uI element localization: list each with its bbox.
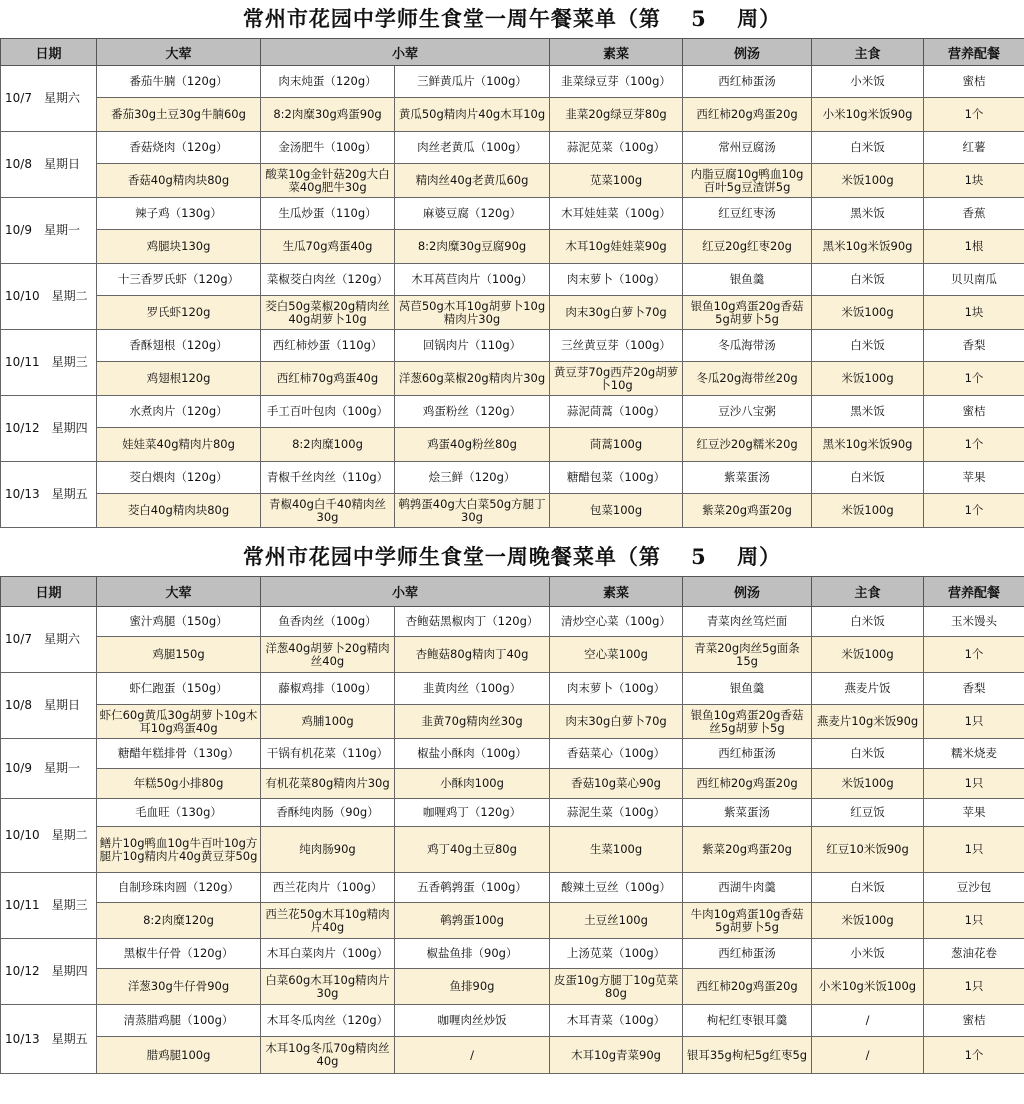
ingredient-row — [1, 827, 1024, 873]
ingredient-cell: 红豆20g红枣20g — [683, 230, 812, 264]
column-header: 日期 — [1, 577, 97, 607]
dish-row — [1, 799, 1024, 827]
ingredient-cell: 年糕50g小排80g — [97, 769, 261, 799]
ingredient-cell: 土豆丝100g — [550, 903, 683, 939]
ingredient-cell: 鸡腿150g — [97, 637, 261, 673]
ingredient-cell: 茭白50g菜椒20g精肉丝40g胡萝卜10g — [261, 296, 395, 330]
dish-cell: 冬瓜海带汤 — [683, 330, 812, 362]
dish-cell: 青椒千丝肉丝（110g） — [261, 462, 395, 494]
dish-cell: 贝贝南瓜 — [924, 264, 1024, 296]
header-row — [1, 577, 1024, 607]
dish-row — [1, 66, 1024, 98]
dish-row — [1, 132, 1024, 164]
dish-cell: 糯米烧麦 — [924, 739, 1024, 769]
ingredient-cell: 木耳10g青菜90g — [550, 1037, 683, 1074]
ingredient-cell: 白菜60g木耳10g精肉片30g — [261, 969, 395, 1005]
ingredient-cell: 腊鸡腿100g — [97, 1037, 261, 1074]
dish-cell: 干锅有机花菜（110g） — [261, 739, 395, 769]
dish-cell: 蜜汁鸡腿（150g） — [97, 607, 261, 637]
ingredient-cell: 1只 — [924, 769, 1024, 799]
dish-cell: 红豆饭 — [812, 799, 924, 827]
ingredient-cell: 青菜20g肉丝5g面条15g — [683, 637, 812, 673]
ingredient-cell: 韭菜20g绿豆芽80g — [550, 98, 683, 132]
ingredient-cell: 有机花菜80g精肉片30g — [261, 769, 395, 799]
ingredient-cell: 8:2肉糜100g — [261, 428, 395, 462]
dish-cell: 香梨 — [924, 330, 1024, 362]
dish-cell: 西红柿炒蛋（110g） — [261, 330, 395, 362]
dish-cell: 鱼香肉丝（100g） — [261, 607, 395, 637]
ingredient-cell: 苋菜100g — [550, 164, 683, 198]
ingredient-cell: 木耳10g冬瓜70g精肉丝40g — [261, 1037, 395, 1074]
dish-cell: 西红柿蛋汤 — [683, 66, 812, 98]
dish-cell: 蜜桔 — [924, 396, 1024, 428]
ingredient-cell: / — [395, 1037, 550, 1074]
dinner-table — [0, 576, 1024, 1074]
dish-row — [1, 396, 1024, 428]
dish-cell: 生瓜炒蛋（110g） — [261, 198, 395, 230]
dish-cell: 咖喱肉丝炒饭 — [395, 1005, 550, 1037]
date-cell: 10/9 星期一 — [1, 739, 97, 799]
dish-cell: 椒盐小酥肉（100g） — [395, 739, 550, 769]
ingredient-cell: 莴苣50g木耳10g胡萝卜10g精肉片30g — [395, 296, 550, 330]
dish-cell: 黑米饭 — [812, 396, 924, 428]
column-header: 大荤 — [97, 39, 261, 66]
ingredient-cell: 西红柿70g鸡蛋40g — [261, 362, 395, 396]
dish-cell: 白米饭 — [812, 873, 924, 903]
ingredient-cell: 香菇10g菜心90g — [550, 769, 683, 799]
dish-cell: 杏鲍菇黑椒肉丁（120g） — [395, 607, 550, 637]
dish-cell: 西红柿蛋汤 — [683, 939, 812, 969]
ingredient-cell: 罗氏虾120g — [97, 296, 261, 330]
ingredient-cell: 红豆10米饭90g — [812, 827, 924, 873]
ingredient-cell: 银鱼10g鸡蛋20g香菇5g胡萝卜5g — [683, 296, 812, 330]
dish-cell: 白米饭 — [812, 462, 924, 494]
ingredient-cell: 紫菜20g鸡蛋20g — [683, 827, 812, 873]
ingredient-cell: 黑米10g米饭90g — [812, 428, 924, 462]
ingredient-cell: 8:2肉糜30g豆腐90g — [395, 230, 550, 264]
dish-row — [1, 1005, 1024, 1037]
ingredient-cell: 黄豆芽70g西芹20g胡萝卜10g — [550, 362, 683, 396]
dish-cell: 蜜桔 — [924, 1005, 1024, 1037]
ingredient-cell: 米饭100g — [812, 769, 924, 799]
dish-cell: 白米饭 — [812, 739, 924, 769]
dish-cell: 毛血旺（130g） — [97, 799, 261, 827]
ingredient-cell: 银鱼10g鸡蛋20g香菇丝5g胡萝卜5g — [683, 705, 812, 739]
ingredient-cell: 鹌鹑蛋40g大白菜50g方腿丁30g — [395, 494, 550, 528]
dish-row — [1, 198, 1024, 230]
ingredient-cell: 娃娃菜40g精肉片80g — [97, 428, 261, 462]
ingredient-cell: 洋葱30g牛仔骨90g — [97, 969, 261, 1005]
ingredient-cell: 西红柿20g鸡蛋20g — [683, 969, 812, 1005]
ingredient-cell: 米饭100g — [812, 637, 924, 673]
dish-cell: 常州豆腐汤 — [683, 132, 812, 164]
dish-cell: 小米饭 — [812, 66, 924, 98]
ingredient-cell: 西兰花50g木耳10g精肉片40g — [261, 903, 395, 939]
ingredient-cell: 黑米10g米饭90g — [812, 230, 924, 264]
dish-cell: 香酥纯肉肠（90g） — [261, 799, 395, 827]
dish-cell: 金汤肥牛（100g） — [261, 132, 395, 164]
dish-cell: 枸杞红枣银耳羹 — [683, 1005, 812, 1037]
ingredient-cell: 虾仁60g黄瓜30g胡萝卜10g木耳10g鸡蛋40g — [97, 705, 261, 739]
ingredient-row — [1, 164, 1024, 198]
ingredient-cell: 鸡蛋40g粉丝80g — [395, 428, 550, 462]
dish-cell: 葱油花卷 — [924, 939, 1024, 969]
dish-cell: 辣子鸡（130g） — [97, 198, 261, 230]
dish-cell: 清炒空心菜（100g） — [550, 607, 683, 637]
ingredient-cell: 红豆沙20g糯米20g — [683, 428, 812, 462]
column-header: 小荤 — [261, 577, 550, 607]
dish-cell: 糖醋年糕排骨（130g） — [97, 739, 261, 769]
column-header: 素菜 — [550, 39, 683, 66]
ingredient-cell: / — [812, 1037, 924, 1074]
dish-cell: 回锅肉片（110g） — [395, 330, 550, 362]
lunch-table — [0, 38, 1024, 528]
ingredient-row — [1, 903, 1024, 939]
ingredient-cell: 西红柿20g鸡蛋20g — [683, 98, 812, 132]
ingredient-cell: 米饭100g — [812, 164, 924, 198]
ingredient-cell: 8:2肉糜30g鸡蛋90g — [261, 98, 395, 132]
dish-cell: 烩三鲜（120g） — [395, 462, 550, 494]
dish-cell: 银鱼羹 — [683, 264, 812, 296]
dish-cell: 肉末萝卜（100g） — [550, 264, 683, 296]
dish-cell: 木耳娃娃菜（100g） — [550, 198, 683, 230]
lunch-section — [0, 0, 1024, 528]
dish-cell: 木耳冬瓜肉丝（120g） — [261, 1005, 395, 1037]
lunch-title: 常州市花园中学师生食堂一周午餐菜单（第 5 周） — [0, 0, 1024, 38]
ingredient-cell: 空心菜100g — [550, 637, 683, 673]
dish-cell: 红豆红枣汤 — [683, 198, 812, 230]
ingredient-cell: 1只 — [924, 969, 1024, 1005]
ingredient-cell: 1个 — [924, 362, 1024, 396]
ingredient-cell: 1只 — [924, 827, 1024, 873]
ingredient-cell: 1个 — [924, 1037, 1024, 1074]
ingredient-row — [1, 637, 1024, 673]
column-header: 素菜 — [550, 577, 683, 607]
ingredient-cell: 鳝片10g鸭血10g牛百叶10g方腿片10g精肉片40g黄豆芽50g — [97, 827, 261, 873]
column-header: 日期 — [1, 39, 97, 66]
date-cell: 10/12 星期四 — [1, 396, 97, 462]
ingredient-row — [1, 494, 1024, 528]
ingredient-cell: 米饭100g — [812, 296, 924, 330]
ingredient-cell: 鸡腿块130g — [97, 230, 261, 264]
dish-cell: 手工百叶包肉（100g） — [261, 396, 395, 428]
ingredient-cell: 1块 — [924, 164, 1024, 198]
ingredient-cell: 洋葱40g胡萝卜20g精肉丝40g — [261, 637, 395, 673]
dish-cell: 蒜泥茼蒿（100g） — [550, 396, 683, 428]
dinner-title: 常州市花园中学师生食堂一周晚餐菜单（第 5 周） — [0, 538, 1024, 576]
ingredient-row — [1, 428, 1024, 462]
dish-row — [1, 330, 1024, 362]
ingredient-cell: 精肉丝40g老黄瓜60g — [395, 164, 550, 198]
dinner-section — [0, 538, 1024, 1074]
ingredient-cell: 1只 — [924, 705, 1024, 739]
date-cell: 10/8 星期日 — [1, 673, 97, 739]
ingredient-cell: 1个 — [924, 98, 1024, 132]
dish-cell: 藤椒鸡排（100g） — [261, 673, 395, 705]
ingredient-cell: 茭白40g精肉块80g — [97, 494, 261, 528]
dish-cell: 菜椒茭白肉丝（120g） — [261, 264, 395, 296]
ingredient-cell: 鸡翅根120g — [97, 362, 261, 396]
dish-cell: 香菇烧肉（120g） — [97, 132, 261, 164]
ingredient-cell: 1只 — [924, 903, 1024, 939]
dish-cell: 香蕉 — [924, 198, 1024, 230]
ingredient-cell: 番茄30g土豆30g牛腩60g — [97, 98, 261, 132]
ingredient-cell: 鸡丁40g土豆80g — [395, 827, 550, 873]
dish-row — [1, 607, 1024, 637]
ingredient-cell: 1根 — [924, 230, 1024, 264]
column-header: 营养配餐 — [924, 39, 1024, 66]
dish-row — [1, 873, 1024, 903]
ingredient-row — [1, 705, 1024, 739]
dish-cell: 自制珍珠肉圆（120g） — [97, 873, 261, 903]
dish-cell: 木耳莴苣肉片（100g） — [395, 264, 550, 296]
dish-cell: 银鱼羹 — [683, 673, 812, 705]
dish-cell: 紫菜蛋汤 — [683, 799, 812, 827]
dish-cell: 三鲜黄瓜片（100g） — [395, 66, 550, 98]
header-row — [1, 39, 1024, 66]
date-cell: 10/7 星期六 — [1, 607, 97, 673]
date-cell: 10/12 星期四 — [1, 939, 97, 1005]
dish-cell: 香梨 — [924, 673, 1024, 705]
dish-cell: 蜜桔 — [924, 66, 1024, 98]
dish-cell: 麻婆豆腐（120g） — [395, 198, 550, 230]
dish-cell: 西兰花肉片（100g） — [261, 873, 395, 903]
ingredient-cell: 肉末30g白萝卜70g — [550, 296, 683, 330]
dish-cell: 蒜泥生菜（100g） — [550, 799, 683, 827]
dish-cell: 糖醋包菜（100g） — [550, 462, 683, 494]
ingredient-cell: 紫菜20g鸡蛋20g — [683, 494, 812, 528]
ingredient-cell: 鱼排90g — [395, 969, 550, 1005]
dish-cell: 豆沙包 — [924, 873, 1024, 903]
ingredient-cell: 冬瓜20g海带丝20g — [683, 362, 812, 396]
ingredient-cell: 生瓜70g鸡蛋40g — [261, 230, 395, 264]
dish-cell: 苹果 — [924, 462, 1024, 494]
dish-cell: 酸辣土豆丝（100g） — [550, 873, 683, 903]
dish-cell: 肉末炖蛋（120g） — [261, 66, 395, 98]
ingredient-row — [1, 296, 1024, 330]
ingredient-cell: 牛肉10g鸡蛋10g香菇5g胡萝卜5g — [683, 903, 812, 939]
ingredient-cell: 银耳35g枸杞5g红枣5g — [683, 1037, 812, 1074]
ingredient-cell: 鸡脯100g — [261, 705, 395, 739]
dish-cell: 燕麦片饭 — [812, 673, 924, 705]
dish-row — [1, 673, 1024, 705]
dish-cell: 番茄牛腩（120g） — [97, 66, 261, 98]
ingredient-cell: 1个 — [924, 637, 1024, 673]
ingredient-cell: 小米10g米饭90g — [812, 98, 924, 132]
dish-row — [1, 739, 1024, 769]
dish-cell: 黑椒牛仔骨（120g） — [97, 939, 261, 969]
dish-cell: 玉米馒头 — [924, 607, 1024, 637]
date-cell: 10/10 星期二 — [1, 264, 97, 330]
ingredient-cell: 黄瓜50g精肉片40g木耳10g — [395, 98, 550, 132]
dish-cell: 韭菜绿豆芽（100g） — [550, 66, 683, 98]
ingredient-cell: 生菜100g — [550, 827, 683, 873]
ingredient-cell: 内脂豆腐10g鸭血10g百叶5g豆渣饼5g — [683, 164, 812, 198]
ingredient-cell: 米饭100g — [812, 362, 924, 396]
dish-cell: 木耳青菜（100g） — [550, 1005, 683, 1037]
dish-cell: 椒盐鱼排（90g） — [395, 939, 550, 969]
ingredient-cell: 青椒40g白千40精肉丝30g — [261, 494, 395, 528]
dish-cell: 紫菜蛋汤 — [683, 462, 812, 494]
dish-cell: 豆沙八宝粥 — [683, 396, 812, 428]
ingredient-cell: 茼蒿100g — [550, 428, 683, 462]
ingredient-cell: 米饭100g — [812, 494, 924, 528]
ingredient-cell: 纯肉肠90g — [261, 827, 395, 873]
dish-cell: 西湖牛肉羹 — [683, 873, 812, 903]
ingredient-row — [1, 98, 1024, 132]
dish-cell: 蒜泥苋菜（100g） — [550, 132, 683, 164]
dish-cell: 红薯 — [924, 132, 1024, 164]
ingredient-cell: 香菇40g精肉块80g — [97, 164, 261, 198]
dish-row — [1, 462, 1024, 494]
column-header: 大荤 — [97, 577, 261, 607]
ingredient-cell: 洋葱60g菜椒20g精肉片30g — [395, 362, 550, 396]
ingredient-cell: 酸菜10g金针菇20g大白菜40g肥牛30g — [261, 164, 395, 198]
column-header: 营养配餐 — [924, 577, 1024, 607]
dish-cell: 白米饭 — [812, 132, 924, 164]
ingredient-cell: 1个 — [924, 428, 1024, 462]
date-cell: 10/11 星期三 — [1, 330, 97, 396]
dish-cell: 茭白煨肉（120g） — [97, 462, 261, 494]
date-cell: 10/8 星期日 — [1, 132, 97, 198]
ingredient-cell: 木耳10g娃娃菜90g — [550, 230, 683, 264]
dish-row — [1, 264, 1024, 296]
ingredient-row — [1, 362, 1024, 396]
ingredient-cell: 西红柿20g鸡蛋20g — [683, 769, 812, 799]
dish-cell: 白米饭 — [812, 607, 924, 637]
dish-cell: 西红柿蛋汤 — [683, 739, 812, 769]
dish-cell: 青菜肉丝笃烂面 — [683, 607, 812, 637]
dish-cell: 三丝黄豆芽（100g） — [550, 330, 683, 362]
dish-cell: 水煮肉片（120g） — [97, 396, 261, 428]
dish-cell: 白米饭 — [812, 330, 924, 362]
date-cell: 10/13 星期五 — [1, 462, 97, 528]
ingredient-cell: 杏鲍菇80g精肉丁40g — [395, 637, 550, 673]
column-header: 例汤 — [683, 39, 812, 66]
ingredient-cell: 小米10g米饭100g — [812, 969, 924, 1005]
dish-cell: 上汤苋菜（100g） — [550, 939, 683, 969]
date-cell: 10/10 星期二 — [1, 799, 97, 873]
ingredient-cell: 1个 — [924, 494, 1024, 528]
dish-cell: 香菇菜心（100g） — [550, 739, 683, 769]
dish-cell: 十三香罗氏虾（120g） — [97, 264, 261, 296]
dish-cell: 苹果 — [924, 799, 1024, 827]
date-cell: 10/11 星期三 — [1, 873, 97, 939]
dish-cell: 韭黄肉丝（100g） — [395, 673, 550, 705]
ingredient-cell: 燕麦片10g米饭90g — [812, 705, 924, 739]
dish-cell: 肉丝老黄瓜（100g） — [395, 132, 550, 164]
ingredient-row — [1, 1037, 1024, 1074]
ingredient-cell: 皮蛋10g方腿丁10g苋菜80g — [550, 969, 683, 1005]
ingredient-row — [1, 969, 1024, 1005]
dish-cell: / — [812, 1005, 924, 1037]
dish-cell: 木耳白菜肉片（100g） — [261, 939, 395, 969]
dish-cell: 咖喱鸡丁（120g） — [395, 799, 550, 827]
ingredient-cell: 米饭100g — [812, 903, 924, 939]
column-header: 例汤 — [683, 577, 812, 607]
ingredient-cell: 8:2肉糜120g — [97, 903, 261, 939]
dish-row — [1, 939, 1024, 969]
ingredient-cell: 肉末30g白萝卜70g — [550, 705, 683, 739]
section-gap — [0, 528, 1024, 538]
dish-cell: 肉末萝卜（100g） — [550, 673, 683, 705]
dish-cell: 香酥翅根（120g） — [97, 330, 261, 362]
ingredient-cell: 1块 — [924, 296, 1024, 330]
ingredient-row — [1, 230, 1024, 264]
column-header: 主食 — [812, 577, 924, 607]
date-cell: 10/13 星期五 — [1, 1005, 97, 1074]
date-cell: 10/7 星期六 — [1, 66, 97, 132]
dish-cell: 清蒸腊鸡腿（100g） — [97, 1005, 261, 1037]
dish-cell: 五香鹌鹑蛋（100g） — [395, 873, 550, 903]
dish-cell: 白米饭 — [812, 264, 924, 296]
ingredient-cell: 小酥肉100g — [395, 769, 550, 799]
date-cell: 10/9 星期一 — [1, 198, 97, 264]
column-header: 小荤 — [261, 39, 550, 66]
dish-cell: 小米饭 — [812, 939, 924, 969]
dish-cell: 鸡蛋粉丝（120g） — [395, 396, 550, 428]
column-header: 主食 — [812, 39, 924, 66]
ingredient-cell: 包菜100g — [550, 494, 683, 528]
ingredient-row — [1, 769, 1024, 799]
ingredient-cell: 韭黄70g精肉丝30g — [395, 705, 550, 739]
ingredient-cell: 鹌鹑蛋100g — [395, 903, 550, 939]
dish-cell: 虾仁跑蛋（150g） — [97, 673, 261, 705]
dish-cell: 黑米饭 — [812, 198, 924, 230]
